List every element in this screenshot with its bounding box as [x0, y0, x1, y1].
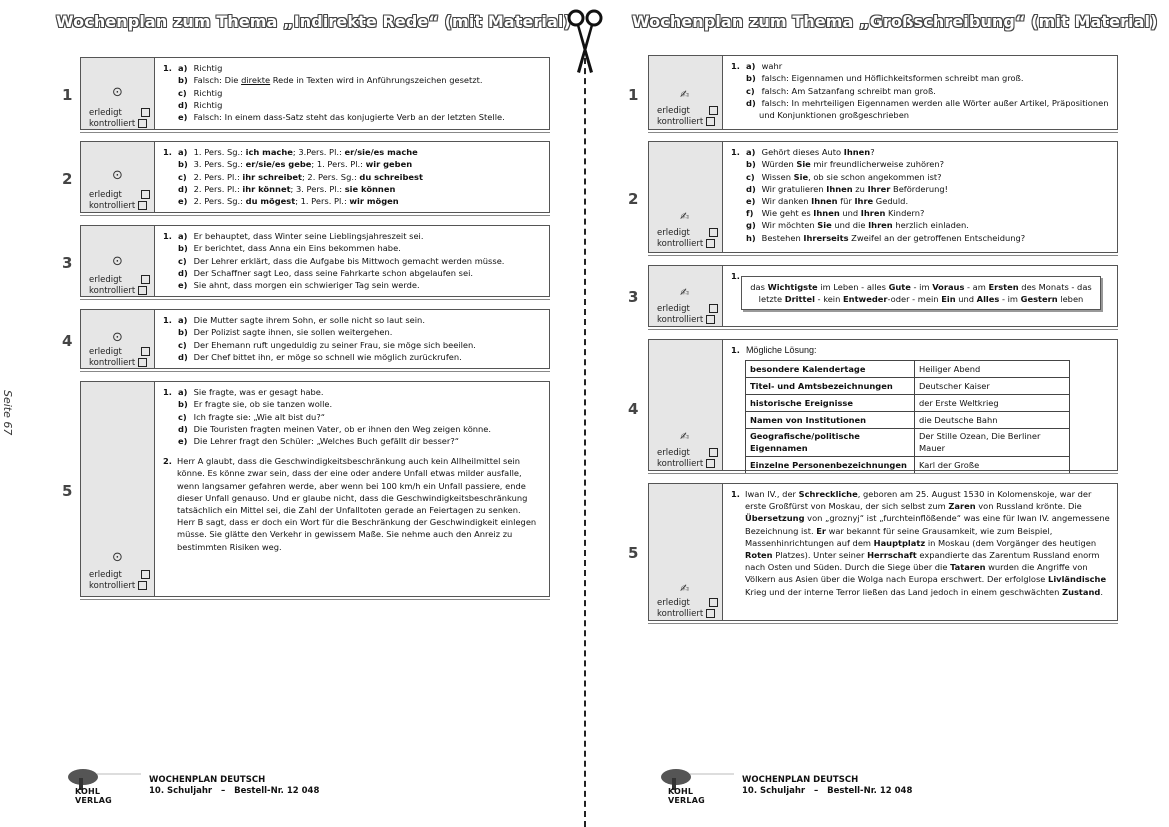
- table-cell-example: Der Stille Ozean, Die Berliner Mauer: [915, 429, 1070, 456]
- checked-checkbox[interactable]: kontrolliert: [657, 315, 718, 326]
- table-cell-example: Deutscher Kaiser: [915, 378, 1070, 395]
- done-checkbox[interactable]: erledigt: [657, 304, 718, 315]
- done-checkbox[interactable]: erledigt: [89, 275, 150, 286]
- table-row: [746, 456, 1070, 473]
- answer-line: b) Er fragte sie, ob sie tanzen wolle.: [178, 399, 333, 410]
- checkbox-icon: [709, 598, 718, 607]
- answer-line: b) Würden Sie mir freundlicherweise zuhören?: [746, 159, 945, 170]
- answer-line: c) Ich fragte sie: „Wie alt bist du?“: [178, 411, 326, 422]
- row-number: 3: [628, 288, 639, 306]
- hand-icon: ✍: [680, 286, 690, 299]
- checkbox-icon: [138, 358, 147, 367]
- answer-line: d) falsch: In mehrteiligen Eigennamen werden alle Wörter außer Artikel, Präpositionen und Konjunktionen großgeschrieben: [746, 97, 1109, 121]
- checkbox-icon: [141, 275, 150, 284]
- checkbox-icon: [709, 304, 718, 313]
- target-icon: ⊙: [112, 85, 123, 100]
- answer-line: c) Richtig: [178, 87, 223, 98]
- paragraph: Iwan IV., der Schreckliche, geboren am 25. August 1530 in Kolomenskoje, war der erste Großfürst von Moskau, der sich selbst zum Zaren von Russland krönte. Die Übersetzung von „groznyj“ ist „furchteinflößende“ was eine für Iwan IV. angemessene Bezeichnung ist. Er war bekannt für seine Grausamkeit, wie zum Beispiel, Massenhinrichtungen auf dem Hauptplatz in Moskau (dem Vorgänger des heutigen Roten Platzes). Unter seiner Herrschaft expandierte das Zarentum Russland enorm nach Osten und Süden. Durch die Siege über die Tataren wurden die Angriffe von Völkern aus Asien über die Wolga nach Europa erschwert. Der erfolglose Livländische Krieg und der interne Terror ließen das Land jedoch in einem geschwächten Zustand.: [745, 489, 1110, 597]
- checkbox-icon: [709, 106, 718, 115]
- table-row: [746, 429, 1070, 456]
- answer-content: 1. a) 1. Pers. Sg.: ich mache; 3.Pers. Pl.: er/sie/es mache b) 3. Pers. Sg.: er/sie/es gebe; 1. Pers. Pl.: wir geben c) 2. Pers. Pl.: ihr schreibet; 2. Pers. Sg.: du schreibest d) 2. Pers. Pl.: ihr könnet; 3. Pers. Pl.: sie können e) 2. Pers. Sg.: du mögest; 1. Pers. Pl.: wir mögen: [163, 146, 543, 207]
- answer-line: d) 2. Pers. Pl.: ihr könnet; 3. Pers. Pl.: sie können: [178, 183, 396, 194]
- answer-content: 1. a) Die Mutter sagte ihrem Sohn, er solle nicht so laut sein. b) Der Polizist sagte ihnen, sie sollen weitergehen. c) Der Ehemann ruft ungeduldig zu seiner Frau, sie möge sich beeilen. d) Der Chef bittet ihn, er möge so schnell wie möglich zurückrufen.: [163, 314, 543, 363]
- answer-content: 1. a) Er behauptet, dass Winter seine Lieblingsjahreszeit sei. b) Er berichtet, dass Anna ein Eins bekommen habe. c) Der Lehrer erklärt, dass die Aufgabe bis Mittwoch gemacht werden müsse. d) Der Schaffner sagt Leo, dass seine Fahrkarte schon abgelaufen sei. e) Sie ahnt, dass morgen ein schwieriger Tag sein werde.: [163, 230, 543, 291]
- target-icon: ⊙: [112, 168, 123, 183]
- table-row: [746, 378, 1070, 395]
- answer-content: 1. a) Gehört dieses Auto Ihnen? b) Würden Sie mir freundlicherweise zuhören? c) Wissen Sie, ob sie schon angekommen ist? d) Wir gratulieren Ihnen zu Ihrer Beförderung! e) Wir danken Ihnen für Ihre Geduld. f) Wie geht es Ihnen und Ihren Kindern? g) Wir möchten Sie und die Ihren herzlich einladen. h) Bestehen Ihrerseits Zweifel an der getroffenen Entscheidung?: [731, 146, 1111, 244]
- answer-line: b) 3. Pers. Sg.: er/sie/es gebe; 1. Pers. Pl.: wir geben: [178, 159, 413, 170]
- checkbox-icon: [141, 108, 150, 117]
- answer-content: 1. Mögliche Lösung: besondere Kalendertage Heiliger Abend Titel- und Amtsbezeichnungen Deutscher Kaiser historische Ereignisse der Erste Weltkrieg Namen von Institutionen die Deutsche Bahn Geografische/politische Eigennamen Der Stille Ozean, Die Berliner Mauer Einzelne Personenbezeichnungen Karl der Große: [731, 344, 1111, 474]
- answer-line: d) Der Schaffner sagt Leo, dass seine Fahrkarte schon abgelaufen sei.: [178, 267, 474, 278]
- right-row-1: [628, 55, 1118, 130]
- publisher-logo: KOHL VERLAG: [75, 787, 112, 805]
- done-checkbox[interactable]: erledigt: [657, 228, 718, 239]
- left-row-3: [62, 225, 550, 297]
- answer-line: e) 2. Pers. Sg.: du mögest; 1. Pers. Pl.: wir mögen: [178, 196, 399, 207]
- row-number: 4: [62, 332, 73, 350]
- left-row-2: [62, 141, 550, 213]
- answer-line: c) Der Ehemann ruft ungeduldig zu seiner Frau, sie möge sich beeilen.: [178, 339, 476, 350]
- done-checkbox[interactable]: erledigt: [89, 108, 150, 119]
- row-number: 5: [628, 544, 639, 562]
- checkbox-icon: [138, 201, 147, 210]
- checkbox-icon: [138, 286, 147, 295]
- answer-line: h) Bestehen Ihrerseits Zweifel an der getroffenen Entscheidung?: [746, 232, 1026, 243]
- paragraph: Herr B sagt, dass er doch ein Wort für die Beschränkung der Geschwindigkeit einlegen müsse. Sie glätte den Verkehr in gewissem Maße. Sie nehme auch den Anreiz zu bestimmten Risiken weg.: [177, 517, 537, 552]
- table-cell-example: der Erste Weltkrieg: [915, 395, 1070, 412]
- table-cell-category: historische Ereignisse: [746, 395, 915, 412]
- checked-checkbox[interactable]: kontrolliert: [89, 201, 150, 212]
- answer-line: e) Die Lehrer fragt den Schüler: „Welches Buch gefällt dir besser?“: [178, 436, 460, 447]
- table-cell-category: Geografische/politische Eigennamen: [746, 429, 915, 456]
- checked-checkbox[interactable]: kontrolliert: [657, 459, 718, 470]
- answer-line: b) Falsch: Die direkte Rede in Texten wird in Anführungszeichen gesetzt.: [178, 75, 483, 86]
- checkbox-icon: [709, 228, 718, 237]
- page-number-label: Seite 67: [1, 390, 14, 436]
- done-checkbox[interactable]: erledigt: [89, 570, 150, 581]
- answer-content: 1. a) Sie fragte, was er gesagt habe. b) Er fragte sie, ob sie tanzen wolle. c) Ich fragte sie: „Wie alt bist du?“ d) Die Touristen fragten meinen Vater, ob er ihnen den Weg zeigen könne. e) Die Lehrer fragt den Schüler: „Welches Buch gefällt dir besser?“ 2. Herr A glaubt, dass die Geschwindigkeitsbeschränkung auch kein Allheilmittel sein könne. Es könne zwar sein, dass der eine oder andere Unfall etwas milder ausfalle, wenn langsamer gefahren werde, aber wenn bei 100 km/h ein Unfall passiere, ende dieser Unfall genauso. Und er glaube nicht, dass die Geschwindigkeitsbeschränkung tatsächlich ein Mittel sei, die Zahl der Unfalltoten gerade an Feiertagen zu senken. Herr B sagt, dass er doch ein Wort für die Beschränkung der Geschwindigkeit einlegen müsse. Sie glätte den Verkehr in gewissem Maße. Sie nehme auch den Anreiz zu bestimmten Risiken weg.: [163, 386, 543, 553]
- left-row-5: [62, 381, 550, 597]
- checkbox-icon: [141, 570, 150, 579]
- answer-content: 1. Iwan IV., der Schreckliche, geboren am 25. August 1530 in Kolomenskoje, war der erste Großfürst von Moskau, der sich selbst zum Zaren von Russland krönte. Die Übersetzung von „groznyj“ ist „furchteinflößende“ was eine für Iwan IV. angemessene Bezeichnung ist. Er war bekannt für seine Grausamkeit, wie zum Beispiel, Massenhinrichtungen auf dem Hauptplatz in Moskau (dem Vorgänger des heutigen Roten Platzes). Unter seiner Herrschaft expandierte das Zarentum Russland enorm nach Osten und Süden. Durch die Siege über die Tataren wurden die Angriffe von Völkern aus Asien über die Wolga nach Europa erschwert. Der erfolglose Livländische Krieg und der interne Terror ließen das Land jedoch in einem geschwächten Zustand.: [731, 489, 1110, 597]
- checkbox-icon: [706, 609, 715, 618]
- cut-line: [584, 48, 586, 827]
- done-checkbox[interactable]: erledigt: [657, 106, 718, 117]
- item-number: 2.: [163, 456, 172, 467]
- target-icon: ⊙: [112, 254, 123, 269]
- checked-checkbox[interactable]: kontrolliert: [89, 358, 150, 369]
- left-row-4: [62, 309, 550, 369]
- table-row: [746, 412, 1070, 429]
- left-row-1: [62, 57, 550, 130]
- checked-checkbox[interactable]: kontrolliert: [89, 286, 150, 297]
- table-row: [746, 395, 1070, 412]
- footer-text: WOCHENPLAN DEUTSCH 10. Schuljahr – Bestell-Nr. 12 048: [149, 775, 320, 796]
- status-cell: [649, 484, 723, 620]
- row-number: 5: [62, 482, 73, 500]
- checked-checkbox[interactable]: kontrolliert: [657, 239, 718, 250]
- done-checkbox[interactable]: erledigt: [657, 598, 718, 609]
- checkbox-icon: [138, 581, 147, 590]
- answer-content: 1. a) Richtig b) Falsch: Die direkte Rede in Texten wird in Anführungszeichen gesetzt. c) Richtig d) Richtig e) Falsch: In einem dass-Satz steht das konjugierte Verb an der letzten Stelle.: [163, 62, 543, 123]
- answer-line: a) Die Mutter sagte ihrem Sohn, er solle nicht so laut sein.: [178, 315, 425, 326]
- checkbox-icon: [138, 119, 147, 128]
- hand-icon: ✍: [680, 582, 690, 595]
- table-cell-example: Heiliger Abend: [915, 361, 1070, 378]
- checkbox-icon: [706, 117, 715, 126]
- row-number: 2: [62, 170, 73, 188]
- answer-content: 1. das Wichtigste im Leben - alles Gute - im Voraus - am Ersten des Monats - das letzte Drittel - kein Entweder-oder - mein Ein und Alles - im Gestern leben: [731, 270, 1111, 310]
- row-number: 3: [62, 254, 73, 272]
- checked-checkbox[interactable]: kontrolliert: [657, 117, 718, 128]
- scissors-icon: [565, 6, 605, 78]
- word-box: das Wichtigste im Leben - alles Gute - im Voraus - am Ersten des Monats - das letzte Drittel - kein Entweder-oder - mein Ein und Alles - im Gestern leben: [741, 276, 1101, 310]
- answer-line: d) Richtig: [178, 99, 223, 110]
- table-cell-category: besondere Kalendertage: [746, 361, 915, 378]
- row-number: 4: [628, 400, 639, 418]
- checkbox-icon: [141, 347, 150, 356]
- answer-line: c) falsch: Am Satzanfang schreibt man groß.: [746, 85, 936, 96]
- target-icon: ⊙: [112, 550, 123, 565]
- status-cell: [81, 382, 155, 596]
- table-row: [746, 361, 1070, 378]
- status-cell: [649, 340, 723, 470]
- status-cell: [81, 142, 155, 212]
- right-page-title: Wochenplan zum Thema „Großschreibung“ (mit Material): [632, 12, 1158, 31]
- solution-table: [745, 360, 1070, 473]
- answer-line: b) Er berichtet, dass Anna ein Eins bekommen habe.: [178, 243, 401, 254]
- done-checkbox[interactable]: erledigt: [89, 190, 150, 201]
- checked-checkbox[interactable]: kontrolliert: [89, 119, 150, 130]
- target-icon: ⊙: [112, 330, 123, 345]
- answer-content: 1. a) wahr b) falsch: Eigennamen und Höflichkeitsformen schreibt man groß. c) falsch: Am Satzanfang schreibt man groß. d) falsch: In mehrteiligen Eigennamen werden alle Wörter außer Artikel, Präpositionen und Konjunktionen großgeschrieben: [731, 60, 1111, 121]
- answer-line: a) Gehört dieses Auto Ihnen?: [746, 147, 875, 158]
- checkbox-icon: [709, 448, 718, 457]
- table-cell-category: Namen von Institutionen: [746, 412, 915, 429]
- status-cell: [81, 58, 155, 129]
- answer-line: b) Der Polizist sagte ihnen, sie sollen weitergehen.: [178, 327, 393, 338]
- answer-line: e) Falsch: In einem dass-Satz steht das konjugierte Verb an der letzten Stelle.: [178, 112, 505, 123]
- footer-text: WOCHENPLAN DEUTSCH 10. Schuljahr – Bestell-Nr. 12 048: [742, 775, 913, 796]
- status-cell: [649, 56, 723, 129]
- hand-icon: ✍: [680, 88, 690, 101]
- answer-line: c) Wissen Sie, ob sie schon angekommen ist?: [746, 171, 942, 182]
- answer-line: c) Der Lehrer erklärt, dass die Aufgabe bis Mittwoch gemacht werden müsse.: [178, 255, 505, 266]
- checkbox-icon: [141, 190, 150, 199]
- table-cell-category: Titel- und Amtsbezeichnungen: [746, 378, 915, 395]
- left-page-title: Wochenplan zum Thema „Indirekte Rede“ (mit Material): [56, 12, 571, 31]
- answer-line: d) Wir gratulieren Ihnen zu Ihrer Beförderung!: [746, 183, 948, 194]
- answer-line: d) Die Touristen fragten meinen Vater, ob er ihnen den Weg zeigen könne.: [178, 423, 492, 434]
- answer-line: b) falsch: Eigennamen und Höflichkeitsformen schreibt man groß.: [746, 73, 1024, 84]
- intro-text: Mögliche Lösung:: [745, 345, 817, 355]
- answer-line: f) Wie geht es Ihnen und Ihren Kindern?: [746, 208, 925, 219]
- table-cell-example: Karl der Große: [915, 456, 1070, 473]
- answer-line: c) 2. Pers. Pl.: ihr schreibet; 2. Pers. Sg.: du schreibest: [178, 171, 423, 182]
- checked-checkbox[interactable]: kontrolliert: [657, 609, 718, 620]
- table-cell-category: Einzelne Personenbezeichnungen: [746, 456, 915, 473]
- status-cell: [81, 226, 155, 296]
- done-checkbox[interactable]: erledigt: [657, 448, 718, 459]
- answer-line: a) wahr: [746, 61, 783, 72]
- publisher-logo: KOHL VERLAG: [668, 787, 705, 805]
- row-number: 1: [628, 86, 639, 104]
- done-checkbox[interactable]: erledigt: [89, 347, 150, 358]
- status-cell: [81, 310, 155, 368]
- paragraph: Herr A glaubt, dass die Geschwindigkeitsbeschränkung auch kein Allheilmittel sein könne. Es könne zwar sein, dass der eine oder andere Unfall etwas milder ausfalle, wenn langsamer gefahren werde, aber wenn bei 100 km/h ein Unfall passiere, ende dieser Unfall genauso. Und er glaube nicht, dass die Geschwindigkeitsbeschränkung tatsächlich ein Mittel sei, die Zahl der Unfalltoten gerade an Feiertagen zu senken.: [177, 456, 528, 516]
- hand-icon: ✍: [680, 210, 690, 223]
- right-row-5: [628, 483, 1118, 621]
- status-cell: [649, 266, 723, 326]
- row-number: 2: [628, 190, 639, 208]
- row-number: 1: [62, 86, 73, 104]
- checked-checkbox[interactable]: kontrolliert: [89, 581, 150, 592]
- answer-line: g) Wir möchten Sie und die Ihren herzlich einladen.: [746, 220, 969, 231]
- status-cell: [649, 142, 723, 252]
- right-row-4: [628, 339, 1118, 471]
- answer-line: a) 1. Pers. Sg.: ich mache; 3.Pers. Pl.: er/sie/es mache: [178, 147, 418, 158]
- checkbox-icon: [706, 239, 715, 248]
- answer-line: a) Sie fragte, was er gesagt habe.: [178, 387, 324, 398]
- checkbox-icon: [706, 459, 715, 468]
- checkbox-icon: [706, 315, 715, 324]
- answer-line: a) Richtig: [178, 63, 223, 74]
- answer-line: d) Der Chef bittet ihn, er möge so schnell wie möglich zurückrufen.: [178, 351, 462, 362]
- hand-icon: ✍: [680, 430, 690, 443]
- answer-line: e) Wir danken Ihnen für Ihre Geduld.: [746, 196, 909, 207]
- answer-line: a) Er behauptet, dass Winter seine Lieblingsjahreszeit sei.: [178, 231, 424, 242]
- right-row-2: [628, 141, 1118, 253]
- right-row-3: [628, 265, 1118, 327]
- table-cell-example: die Deutsche Bahn: [915, 412, 1070, 429]
- answer-line: e) Sie ahnt, dass morgen ein schwieriger Tag sein werde.: [178, 280, 420, 291]
